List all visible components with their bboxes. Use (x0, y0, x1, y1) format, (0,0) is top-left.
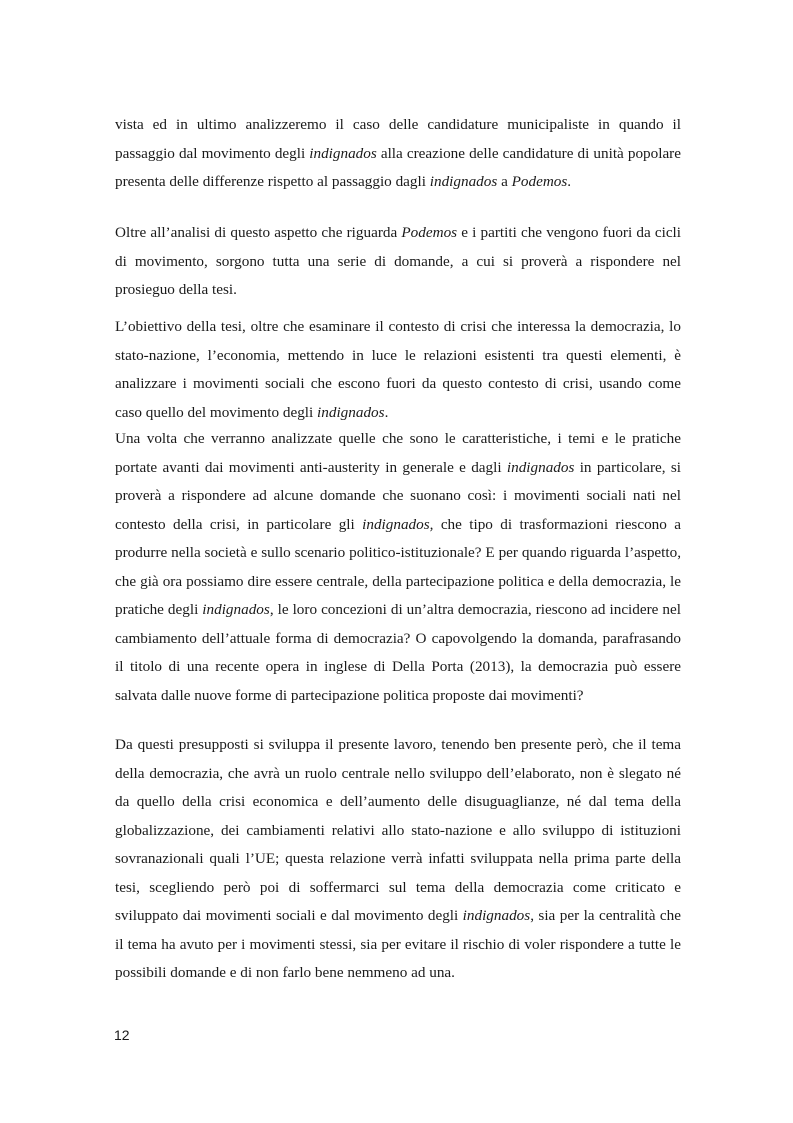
italic-text: indignados (506, 458, 575, 476)
italic-text: Podemos (401, 224, 458, 241)
paragraph (115, 313, 681, 427)
text-run: . (567, 173, 572, 190)
text-run: che tipo di trasformazioni riescono a produrre nella società e sullo scenario politico-istituzionale? E per quando riguarda l’aspetto, che già ora possiamo dire essere centrale, della partecipazione politica e della democrazia, le pratiche degli (115, 515, 681, 618)
text-run: Una volta che verranno analizzate quelle che sono le caratteristiche, i temi e le pratiche portate avanti dai movimenti anti-austerity in generale e dagli (115, 430, 681, 476)
text-run: Da questi presupposti si sviluppa il presente lavoro, tenendo ben presente però, che il tema della democrazia, che avrà un ruolo centrale nello sviluppo dell’elaborato, non è slegato né da quello della crisi economica e dell’aumento delle disuguaglianze, né dal tema della globalizzazione, dei cambiamenti relativi allo stato-nazione e allo sviluppo di istituzioni sovranazionali quali l’UE; questa relazione verrà infatti sviluppata nella prima parte della tesi, scegliendo però poi di soffermarci sul tema della democrazia come criticato e sviluppato dai movimenti sociali e dal movimento degli (115, 736, 681, 924)
italic-text: indignados (429, 173, 498, 190)
text-run: , le loro concezioni di un’altra democrazia, riescono ad incidere nel cambiamento dell’attuale forma di democrazia? O capovolgendo la domanda, parafrasando il titolo di una recente opera in inglese di Della Porta (2013), la democrazia può essere salvata dalle nuove forme di partecipazione politica proposte dai movimenti? (115, 601, 681, 704)
text-run: , sia per la centralità che il tema ha avuto per i movimenti stessi, sia per evitare il rischio di voler rispondere a tutte le possibili domande e di non farlo bene nemmeno ad una. (115, 907, 681, 981)
text-run: Oltre all’analisi di questo aspetto che riguarda (115, 224, 402, 241)
text-run: e i partiti che vengono fuori da cicli di movimento, sorgono tutta una serie di domande, a cui si proverà a rispondere nel prosieguo della tesi. (115, 224, 681, 298)
italic-text: indignados, (362, 515, 434, 533)
italic-text: indignados (462, 907, 531, 924)
text-run: L’obiettivo della tesi, oltre che esaminare il contesto di crisi che interessa la democrazia, lo stato-nazione, l’economia, mettendo in luce le relazioni esistenti tra questi elementi, è analizzare i movimenti sociali che escono fuori da questo contesto di crisi, usando come caso quello del movimento degli (115, 318, 681, 421)
text-run: in particolare, si proverà a rispondere ad alcune domande che suonano così: i movimenti sociali nati nel contesto della crisi, in particolare gli (115, 458, 681, 533)
italic-text: indignados (317, 403, 385, 421)
page-number: 12 (114, 1027, 130, 1043)
text-run: alla creazione delle candidature di unità popolare presenta delle differenze rispetto al passaggio dagli (115, 144, 681, 190)
italic-text: indignados (309, 144, 377, 162)
text-run: . (384, 403, 389, 421)
paragraph (115, 731, 681, 988)
text-run: a (497, 173, 512, 190)
paragraph (115, 111, 681, 197)
italic-text: indignados (202, 601, 270, 618)
text-run: vista ed in ultimo analizzeremo il caso delle candidature municipaliste in quando il passaggio dal movimento degli (115, 116, 681, 162)
paragraph (115, 219, 681, 305)
paragraph (115, 425, 681, 710)
italic-text: Podemos (511, 173, 568, 190)
